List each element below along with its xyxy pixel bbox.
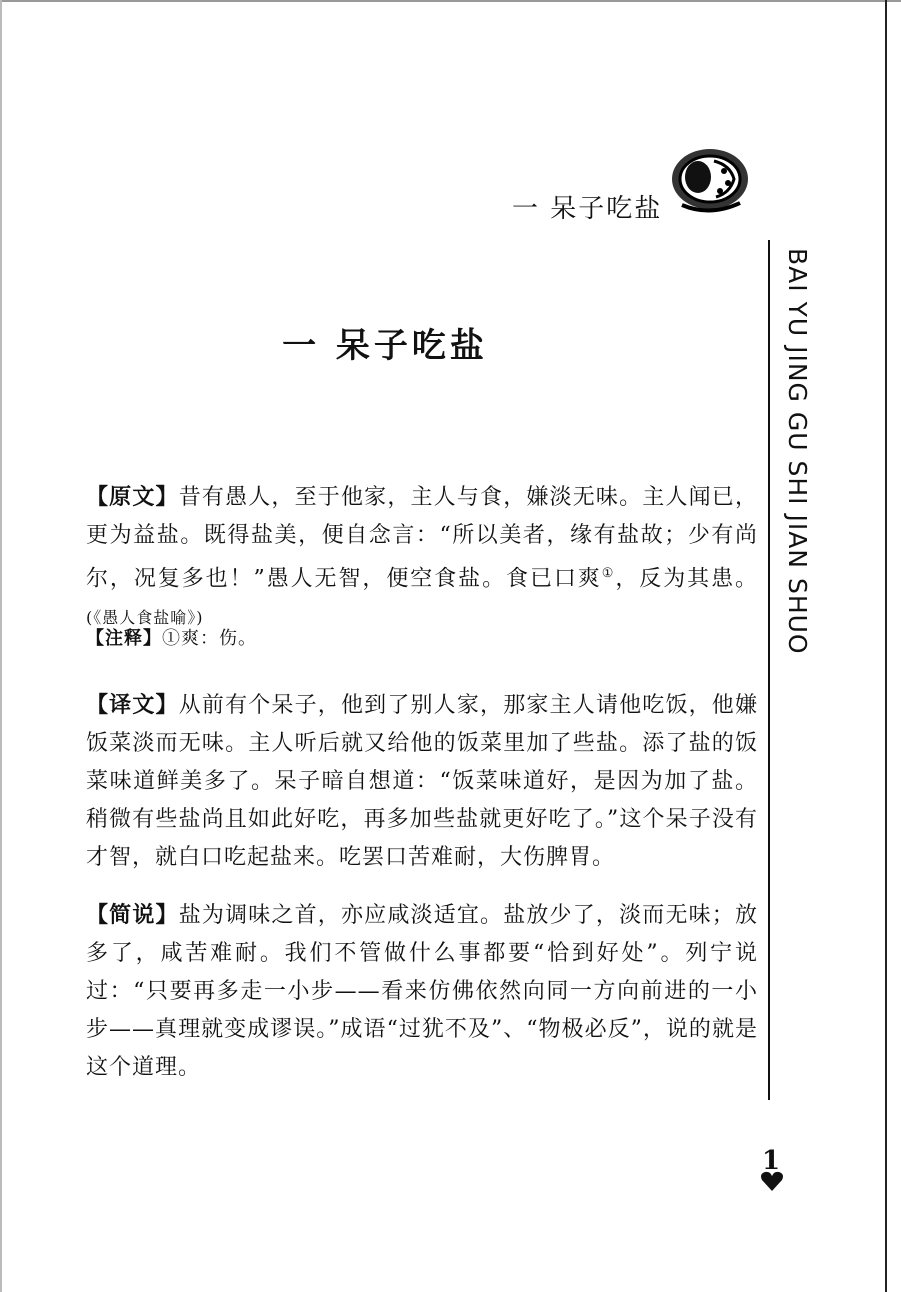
chapter-title: 一 呆子吃盐 bbox=[282, 326, 488, 366]
original-text-end: ，反为其患。 bbox=[615, 566, 759, 592]
original-label: 【原文】 bbox=[86, 484, 179, 510]
original-source: (《愚人食盐喻》) bbox=[86, 608, 204, 628]
notes-label: 【注释】 bbox=[86, 628, 162, 649]
page-edge-right bbox=[885, 0, 887, 1292]
page-edge-top bbox=[0, 0, 901, 2]
bronze-vessel-ornament-icon bbox=[668, 135, 752, 215]
translation-label: 【译文】 bbox=[86, 692, 179, 718]
original-text: 昔有愚人，至于他家，主人与食，嫌淡无味。主人闻已，更为益盐。既得盐美，便自念言：“所以美者，缘有盐故；少有尚尔，况复多也！”愚人无智，便空食盐。食已口爽 bbox=[86, 485, 758, 592]
footnote-mark: ① bbox=[601, 566, 616, 581]
commentary-text: 盐为调味之首，亦应咸淡适宜。盐放少了，淡而无味；放多了，咸苦难耐。我们不管做什么事都要“恰到好处”。列宁说过：“只要再多走一小步——看来仿佛依然向同一方向前进的一小步——真理就变成谬误。”成语“过犹不及”、“物极必反”，说的就是这个道理。 bbox=[86, 903, 758, 1080]
commentary-section bbox=[86, 896, 758, 1087]
notes-text: ①爽：伤。 bbox=[162, 628, 257, 649]
page-number: 1 bbox=[762, 1146, 781, 1176]
running-header-title: 一 呆子吃盐 bbox=[512, 194, 663, 224]
commentary-label: 【简说】 bbox=[86, 902, 179, 928]
side-pinyin-title: BAI YU JING GU SHI JIAN SHUO bbox=[783, 248, 812, 655]
translation-text: 从前有个呆子，他到了别人家，那家主人请他吃饭，他嫌饭菜淡而无味。主人听后就又给他的饭菜里加了些盐。添了盐的饭菜味道鲜美多了。呆子暗自想道：“饭菜味道好，是因为加了盐。稍微有些盐尚且如此好吃，再多加些盐就更好吃了。”这个呆子没有才智，就白口吃起盐来。吃罢口苦难耐，大伤脾胃。 bbox=[86, 693, 758, 870]
translation-section bbox=[86, 686, 758, 877]
heart-icon bbox=[760, 1170, 784, 1192]
side-rule-line bbox=[768, 240, 770, 1100]
notes-section bbox=[86, 620, 758, 658]
original-text-section bbox=[86, 478, 758, 637]
page-edge-left bbox=[0, 0, 2, 1292]
